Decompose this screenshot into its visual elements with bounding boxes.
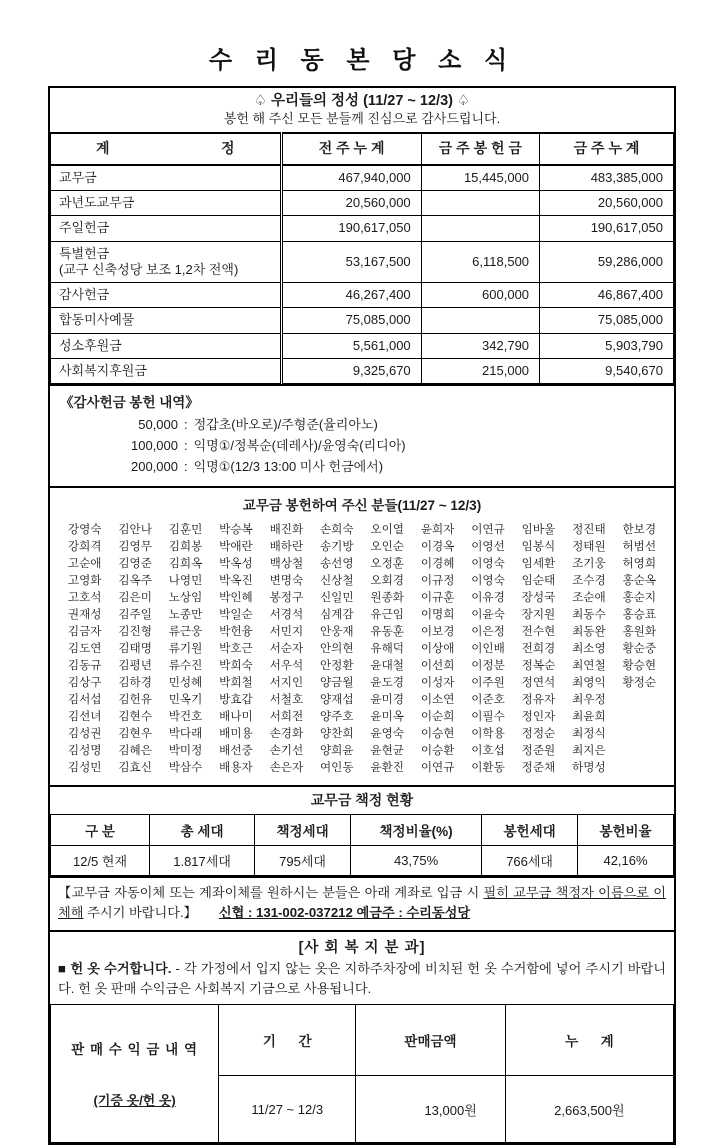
assessment-value-row bbox=[51, 846, 674, 876]
sales-header-row bbox=[51, 1005, 674, 1075]
offering-subtitle: 봉헌 해 주신 모든 분들께 진심으로 감사드립니다. bbox=[223, 111, 501, 127]
offering-prev-total: 9,325,670 bbox=[281, 358, 421, 383]
donor-name: 여인동 bbox=[319, 761, 354, 775]
donor-name: 조기웅 bbox=[572, 557, 606, 571]
assessment-header: 봉헌비율 bbox=[578, 815, 674, 846]
donor-name: 김성민 bbox=[67, 761, 102, 775]
donor-name: 윤미경 bbox=[370, 693, 404, 707]
donor-name: 조수경 bbox=[572, 574, 606, 588]
donor-name: 윤희자 bbox=[420, 523, 455, 537]
donor-name: 최연철 bbox=[572, 659, 606, 673]
sales-label-cell bbox=[51, 1005, 219, 1143]
donor-name bbox=[615, 759, 664, 776]
donor-name: 김주일 bbox=[118, 608, 152, 622]
donor-name bbox=[615, 742, 664, 759]
offering-account-line: (교구 신축성당 보조 1,2차 전액) bbox=[59, 261, 239, 277]
assessment-value: 795세대 bbox=[255, 846, 351, 876]
assessment-value: 43,75% bbox=[351, 846, 482, 876]
offering-account-line: 성소후원금 bbox=[59, 337, 122, 353]
donor-name: 김영준 bbox=[118, 557, 152, 571]
sales-header-cumulative: 누 계 bbox=[505, 1005, 673, 1075]
donor-name: 배진화 bbox=[269, 523, 304, 537]
offering-account bbox=[51, 358, 282, 383]
assessment-value: 766세대 bbox=[482, 846, 578, 876]
donor-name: 방효갑 bbox=[219, 693, 253, 707]
offering-row bbox=[51, 191, 674, 216]
donor-name: 윤현균 bbox=[370, 744, 404, 758]
offering-account-line: 특별헌금 bbox=[59, 245, 110, 261]
assessment-value: 1.817세대 bbox=[150, 846, 255, 876]
donor-name: 서철호 bbox=[269, 693, 304, 707]
welfare-notice-segment: ■ 헌 옷 수거합니다. bbox=[58, 960, 172, 976]
donor-name: 김은미 bbox=[118, 591, 152, 605]
offering-column-header-row bbox=[51, 133, 674, 165]
donor-name: 이상애 bbox=[420, 642, 455, 656]
offering-table-body bbox=[51, 165, 674, 384]
offering-week-total: 20,560,000 bbox=[540, 191, 674, 216]
donor-name: 안웅재 bbox=[319, 625, 354, 639]
offering-account-line: 사회복지후원금 bbox=[59, 362, 147, 378]
donor-name: 박희철 bbox=[219, 676, 253, 690]
assessment-header-row bbox=[51, 815, 674, 846]
donor-name: 허범선 bbox=[622, 540, 657, 554]
transfer-notice-segment: 신협 : 131-002-037212 예금주 : 수리동성당 bbox=[218, 905, 471, 921]
donor-name: 박다래 bbox=[168, 727, 203, 741]
offering-week-amount: 342,790 bbox=[421, 333, 539, 358]
donor-name: 강희격 bbox=[67, 540, 102, 554]
donor-name: 정준채 bbox=[521, 761, 556, 775]
donor-name: 정태원 bbox=[572, 540, 606, 554]
donor-name: 류근웅 bbox=[168, 625, 203, 639]
offering-week-amount: 600,000 bbox=[421, 283, 539, 308]
thanksgiving-amount: 100,000 bbox=[131, 438, 178, 454]
donor-name: 김성권 bbox=[67, 727, 102, 741]
donor-name: 이연규 bbox=[420, 761, 455, 775]
offering-week-total: 483,385,000 bbox=[540, 165, 674, 191]
offering-account bbox=[51, 216, 282, 241]
donors-title: 교무금 봉헌하여 주신 분들(11/27 ~ 12/3) bbox=[242, 498, 482, 514]
donor-name: 김하경 bbox=[118, 676, 152, 690]
offering-section bbox=[48, 86, 676, 386]
donor-name: 정연석 bbox=[521, 676, 556, 690]
donor-name: 김상구 bbox=[67, 676, 102, 690]
donor-name: 임순태 bbox=[521, 574, 556, 588]
donor-name: 김평년 bbox=[118, 659, 152, 673]
donor-name: 황승현 bbox=[622, 659, 657, 673]
donor-name: 양금월 bbox=[319, 676, 354, 690]
donor-name: 이주원 bbox=[471, 676, 505, 690]
transfer-notice-segment: 필히 교무금 책정자 이름으로 이체해 bbox=[58, 885, 667, 921]
donor-name: 조순애 bbox=[572, 591, 606, 605]
page-title: 수 리 동 본 당 소 식 bbox=[208, 47, 516, 74]
donor-name: 최소영 bbox=[572, 642, 606, 656]
donor-name: 최우정 bbox=[572, 693, 606, 707]
donor-name: 최영익 bbox=[572, 676, 606, 690]
donor-name: 김희봉 bbox=[168, 540, 203, 554]
donor-name: 손경화 bbox=[269, 727, 304, 741]
donor-name: 박희숙 bbox=[219, 659, 253, 673]
offering-prev-total: 53,167,500 bbox=[281, 241, 421, 283]
donor-name: 윤영숙 bbox=[370, 727, 404, 741]
donor-name: 서우석 bbox=[269, 659, 304, 673]
donor-name: 배나미 bbox=[219, 710, 253, 724]
offering-prev-total: 46,267,400 bbox=[281, 283, 421, 308]
donor-name: 임바울 bbox=[521, 523, 556, 537]
donor-name: 정준원 bbox=[521, 744, 556, 758]
offering-week-total: 9,540,670 bbox=[540, 358, 674, 383]
donor-name: 김현수 bbox=[118, 710, 152, 724]
donor-name: 이학용 bbox=[471, 727, 505, 741]
donor-name: 이유경 bbox=[471, 591, 505, 605]
assessment-header: 총 세대 bbox=[150, 815, 255, 846]
donor-name: 배하란 bbox=[269, 540, 304, 554]
donor-name: 홍원화 bbox=[622, 625, 657, 639]
welfare-title: [사 회 복 지 분 과] bbox=[298, 939, 426, 956]
thanksgiving-names: 익명①(12/3 13:00 미사 헌금에서) bbox=[193, 459, 384, 475]
donor-name: 윤대철 bbox=[370, 659, 404, 673]
donor-name: 김헌유 bbox=[118, 693, 152, 707]
donor-name: 강영숙 bbox=[67, 523, 102, 537]
offering-week-amount bbox=[421, 191, 539, 216]
donor-name: 정유자 bbox=[521, 693, 556, 707]
donor-name: 이선희 bbox=[420, 659, 455, 673]
sales-amount: 13,000원 bbox=[356, 1075, 506, 1143]
offering-week-amount: 15,445,000 bbox=[421, 165, 539, 191]
donor-name: 최동수 bbox=[572, 608, 606, 622]
donor-name: 박애란 bbox=[219, 540, 253, 554]
donor-name: 이경옥 bbox=[420, 540, 455, 554]
offering-account bbox=[51, 191, 282, 216]
donor-name: 김도연 bbox=[67, 642, 102, 656]
column-header-week-total: 금 주 누 계 bbox=[540, 133, 674, 165]
donor-name: 박미정 bbox=[168, 744, 203, 758]
offering-week-amount: 215,000 bbox=[421, 358, 539, 383]
donor-name: 정복순 bbox=[521, 659, 556, 673]
donor-name: 배미용 bbox=[219, 727, 253, 741]
thanksgiving-section bbox=[48, 384, 676, 488]
column-header-week-offering: 금 주 봉 헌 금 bbox=[421, 133, 539, 165]
sales-label-line2: (기증 옷/헌 옷) bbox=[93, 1093, 176, 1109]
donor-name: 김선녀 bbox=[67, 710, 102, 724]
thanksgiving-amount: 200,000 bbox=[131, 459, 178, 475]
donor-name: 이성자 bbox=[420, 676, 455, 690]
donor-name bbox=[615, 725, 664, 742]
donor-name: 황순중 bbox=[622, 642, 657, 656]
donor-name: 이영숙 bbox=[471, 574, 505, 588]
assessment-header: 구 분 bbox=[51, 815, 150, 846]
donor-name: 양주호 bbox=[319, 710, 354, 724]
donor-name: 홍순옥 bbox=[622, 574, 657, 588]
donor-name: 이명희 bbox=[420, 608, 455, 622]
assessment-table bbox=[50, 787, 674, 876]
offering-row bbox=[51, 283, 674, 308]
donor-name: 박헌융 bbox=[219, 625, 253, 639]
donor-name: 이정분 bbox=[471, 659, 505, 673]
sales-label-line1: 판 매 수 익 금 내 역 bbox=[71, 1042, 198, 1058]
donor-name: 손은자 bbox=[269, 761, 304, 775]
donor-name: 이소연 bbox=[420, 693, 455, 707]
offering-account-line: 과년도교무금 bbox=[59, 195, 135, 211]
donor-name: 송선영 bbox=[319, 557, 354, 571]
offering-title: ♤ 우리들의 정성 (11/27 ~ 12/3) ♤ bbox=[253, 93, 471, 109]
donor-name: 김안나 bbox=[118, 523, 152, 537]
sales-table bbox=[50, 1004, 674, 1143]
donor-name: 변명숙 bbox=[269, 574, 304, 588]
offering-row bbox=[51, 216, 674, 241]
offering-account-line: 교무금 bbox=[59, 169, 97, 185]
offering-box-header-row bbox=[51, 88, 674, 133]
donor-name: 배용자 bbox=[219, 761, 253, 775]
donor-name: 임봉식 bbox=[521, 540, 556, 554]
thanksgiving-separator: : bbox=[184, 438, 188, 454]
donor-name: 안의현 bbox=[319, 642, 354, 656]
donor-name: 임세환 bbox=[521, 557, 556, 571]
offering-account-line: 감사헌금 bbox=[59, 287, 110, 303]
donor-name: 백상철 bbox=[269, 557, 304, 571]
donor-name: 김태명 bbox=[118, 642, 152, 656]
donor-name: 서경석 bbox=[269, 608, 304, 622]
offering-account bbox=[51, 283, 282, 308]
offering-row bbox=[51, 358, 674, 383]
donor-name: 박승복 bbox=[219, 523, 253, 537]
donor-name: 고순애 bbox=[67, 557, 102, 571]
donor-name: 김옥주 bbox=[118, 574, 152, 588]
donor-name: 김현우 bbox=[118, 727, 152, 741]
donor-name: 이환동 bbox=[471, 761, 505, 775]
offering-box-header bbox=[51, 88, 674, 133]
donor-name: 신상철 bbox=[319, 574, 354, 588]
donor-name: 노상임 bbox=[168, 591, 203, 605]
donor-name: 이연규 bbox=[471, 523, 505, 537]
donor-name: 이규훈 bbox=[420, 591, 455, 605]
transfer-notice-segment: 주시기 바랍니다.】 bbox=[83, 905, 219, 921]
donor-name: 한보경 bbox=[622, 523, 657, 537]
donor-name: 유근임 bbox=[370, 608, 404, 622]
assessment-title: 교무금 책정 현황 bbox=[51, 787, 674, 815]
donor-name: 이영숙 bbox=[471, 557, 505, 571]
donor-name: 전희경 bbox=[521, 642, 556, 656]
donor-name: 민성혜 bbox=[168, 676, 203, 690]
sales-period: 11/27 ~ 12/3 bbox=[219, 1075, 356, 1143]
donor-name: 이필수 bbox=[471, 710, 505, 724]
welfare-notice-segment: - 각 가정에서 입지 않는 옷은 지하주차장에 비치된 헌 옷 수거함에 넣어 주시기 바랍니다. 헌 옷 판매 수익금은 사회복지 기금으로 사용됩니다. bbox=[58, 960, 666, 996]
thanksgiving-separator: : bbox=[184, 459, 188, 475]
transfer-notice bbox=[48, 876, 676, 932]
donor-name: 권재성 bbox=[67, 608, 102, 622]
donor-name: 이준호 bbox=[471, 693, 505, 707]
transfer-notice-segment: 【교무금 자동이체 또는 계좌이체를 원하시는 분들은 아래 계좌로 입금 시 bbox=[58, 885, 484, 901]
offering-account bbox=[51, 333, 282, 358]
donor-name: 이호섭 bbox=[471, 744, 505, 758]
donor-name: 장성국 bbox=[521, 591, 556, 605]
donor-name bbox=[615, 708, 664, 725]
donor-name: 홍순지 bbox=[622, 591, 657, 605]
thanksgiving-entry bbox=[60, 435, 664, 456]
donor-name: 서순자 bbox=[269, 642, 304, 656]
sales-header-amount: 판매금액 bbox=[356, 1005, 506, 1075]
donor-name: 이윤숙 bbox=[471, 608, 505, 622]
donor-name: 김진형 bbox=[118, 625, 152, 639]
donor-name: 서희전 bbox=[269, 710, 304, 724]
offering-row bbox=[51, 241, 674, 283]
donor-name: 윤도경 bbox=[370, 676, 404, 690]
thanksgiving-names: 익명①/정복순(데레사)/윤영숙(리디아) bbox=[193, 438, 406, 454]
assessment-value: 42,16% bbox=[578, 846, 674, 876]
donor-name: 오이열 bbox=[370, 523, 404, 537]
donor-name: 김동규 bbox=[67, 659, 102, 673]
donor-name: 손기선 bbox=[269, 744, 304, 758]
donor-name: 서민지 bbox=[269, 625, 304, 639]
sales-cumulative: 2,663,500원 bbox=[505, 1075, 673, 1143]
donor-name: 윤환진 bbox=[370, 761, 404, 775]
offering-prev-total: 20,560,000 bbox=[281, 191, 421, 216]
offering-row bbox=[51, 333, 674, 358]
donor-name: 손희숙 bbox=[319, 523, 354, 537]
donor-name: 이경혜 bbox=[420, 557, 455, 571]
donor-name: 양희윤 bbox=[319, 744, 354, 758]
welfare-notice bbox=[50, 959, 674, 1005]
offering-week-total: 75,085,000 bbox=[540, 308, 674, 333]
assessment-header: 책정비율(%) bbox=[351, 815, 482, 846]
assessment-value: 12/5 현재 bbox=[51, 846, 150, 876]
donor-name: 최정식 bbox=[572, 727, 606, 741]
donor-name: 김효신 bbox=[118, 761, 152, 775]
donor-name: 김영무 bbox=[118, 540, 152, 554]
donor-name: 김희옥 bbox=[168, 557, 203, 571]
donor-name: 고호석 bbox=[67, 591, 102, 605]
donor-name: 김성명 bbox=[67, 744, 102, 758]
donor-name: 박건호 bbox=[168, 710, 203, 724]
donor-name: 이규정 bbox=[420, 574, 455, 588]
assessment-header: 봉헌세대 bbox=[482, 815, 578, 846]
welfare-section bbox=[48, 930, 676, 1145]
donor-name: 이승환 bbox=[420, 744, 455, 758]
donor-name: 박인혜 bbox=[219, 591, 253, 605]
offering-prev-total: 190,617,050 bbox=[281, 216, 421, 241]
assessment-header: 책정세대 bbox=[255, 815, 351, 846]
thanksgiving-separator: : bbox=[184, 417, 188, 433]
column-header-prev-total: 전 주 누 계 bbox=[281, 133, 421, 165]
donor-name: 이영선 bbox=[471, 540, 505, 554]
donor-name: 봉정구 bbox=[269, 591, 304, 605]
thanksgiving-entry bbox=[60, 456, 664, 477]
donor-name: 송기방 bbox=[319, 540, 354, 554]
donor-name bbox=[615, 691, 664, 708]
offering-prev-total: 5,561,000 bbox=[281, 333, 421, 358]
offering-row bbox=[51, 165, 674, 191]
donor-name: 박옥진 bbox=[219, 574, 253, 588]
offering-week-total: 46,867,400 bbox=[540, 283, 674, 308]
donor-name: 서지인 bbox=[269, 676, 304, 690]
donor-name: 이은정 bbox=[471, 625, 505, 639]
donor-name: 유해덕 bbox=[370, 642, 404, 656]
donor-name: 윤미옥 bbox=[370, 710, 404, 724]
offering-account-line: 합동미사예물 bbox=[59, 312, 135, 328]
donor-name: 양재섭 bbox=[319, 693, 354, 707]
donor-name: 류기원 bbox=[168, 642, 203, 656]
donor-name: 전수현 bbox=[521, 625, 556, 639]
donor-name: 하명성 bbox=[572, 761, 606, 775]
donor-name: 박호근 bbox=[219, 642, 253, 656]
donor-name: 유동훈 bbox=[370, 625, 404, 639]
donor-name: 최동완 bbox=[572, 625, 606, 639]
donor-name: 오정훈 bbox=[370, 557, 404, 571]
donor-name: 박일순 bbox=[219, 608, 253, 622]
donor-name: 오인순 bbox=[370, 540, 404, 554]
donor-name: 홍승표 bbox=[622, 608, 657, 622]
donor-name: 이순희 bbox=[420, 710, 455, 724]
thanksgiving-amount: 50,000 bbox=[138, 417, 178, 433]
donor-name: 이승현 bbox=[420, 727, 455, 741]
donor-name: 류수진 bbox=[168, 659, 203, 673]
donor-name: 허영희 bbox=[622, 557, 657, 571]
donors-section bbox=[48, 486, 676, 787]
assessment-section bbox=[48, 785, 676, 878]
donor-name: 최지은 bbox=[572, 744, 606, 758]
donor-name: 이보경 bbox=[420, 625, 455, 639]
donor-name: 나영민 bbox=[168, 574, 203, 588]
thanksgiving-names: 정갑초(바오로)/주형준(율리아노) bbox=[193, 417, 378, 433]
offering-week-total: 5,903,790 bbox=[540, 333, 674, 358]
offering-table bbox=[50, 88, 674, 384]
sales-header-period: 기 간 bbox=[219, 1005, 356, 1075]
thanksgiving-entries bbox=[60, 414, 664, 477]
donor-name: 김혜은 bbox=[118, 744, 152, 758]
column-header-account: 계 정 bbox=[51, 133, 282, 165]
donor-name: 고영화 bbox=[67, 574, 102, 588]
offering-account bbox=[51, 165, 282, 191]
offering-prev-total: 467,940,000 bbox=[281, 165, 421, 191]
donor-name: 최윤희 bbox=[572, 710, 606, 724]
offering-week-amount bbox=[421, 308, 539, 333]
offering-account bbox=[51, 308, 282, 333]
donor-name: 민옥기 bbox=[168, 693, 203, 707]
donor-name: 오회경 bbox=[370, 574, 404, 588]
thanksgiving-entry bbox=[60, 414, 664, 435]
offering-week-total: 59,286,000 bbox=[540, 241, 674, 283]
donor-name: 김금자 bbox=[67, 625, 102, 639]
donor-name: 안정환 bbox=[319, 659, 354, 673]
donor-name: 장지원 bbox=[521, 608, 556, 622]
offering-account-line: 주일헌금 bbox=[59, 220, 110, 236]
donor-name: 정인자 bbox=[521, 710, 556, 724]
donor-name: 심계감 bbox=[319, 608, 354, 622]
donor-name: 박삼수 bbox=[168, 761, 203, 775]
donor-name: 양찬희 bbox=[319, 727, 354, 741]
donor-name: 배선중 bbox=[219, 744, 253, 758]
offering-week-total: 190,617,050 bbox=[540, 216, 674, 241]
donor-name: 신일민 bbox=[319, 591, 354, 605]
donor-name: 박옥성 bbox=[219, 557, 253, 571]
offering-week-amount: 6,118,500 bbox=[421, 241, 539, 283]
donor-name: 정정순 bbox=[521, 727, 556, 741]
donor-name: 원종화 bbox=[370, 591, 404, 605]
donor-name: 김서섭 bbox=[67, 693, 102, 707]
donors-grid bbox=[50, 519, 674, 785]
thanksgiving-title: 《감사헌금 봉헌 내역》 bbox=[60, 395, 199, 411]
offering-week-amount bbox=[421, 216, 539, 241]
donor-name: 김훈민 bbox=[168, 523, 203, 537]
assessment-title-row bbox=[51, 787, 674, 815]
donor-name: 정진태 bbox=[572, 523, 606, 537]
offering-prev-total: 75,085,000 bbox=[281, 308, 421, 333]
donor-name: 황정순 bbox=[622, 676, 657, 690]
offering-account bbox=[51, 241, 282, 283]
offering-row bbox=[51, 308, 674, 333]
donor-name: 노종만 bbox=[168, 608, 203, 622]
donor-name: 이인배 bbox=[471, 642, 505, 656]
